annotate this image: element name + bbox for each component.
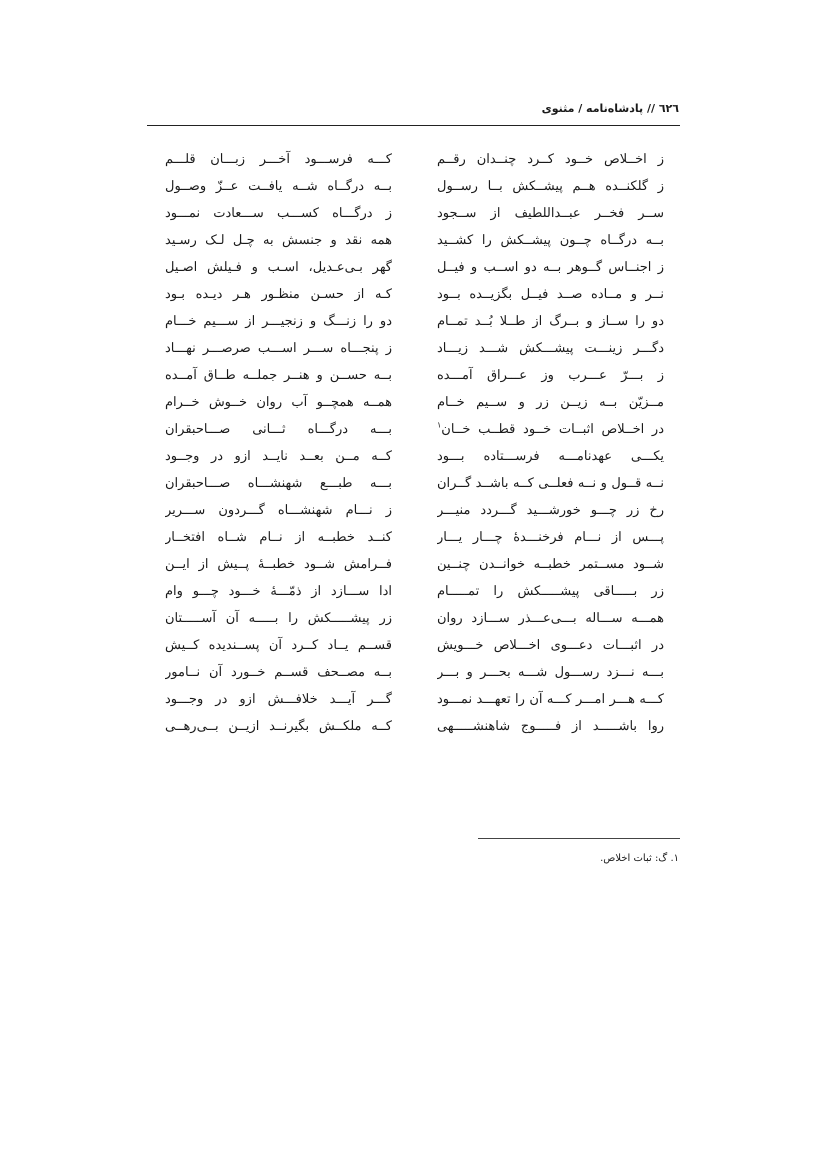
left-hemistich: همه نقد و جنسش به چـل لـک رسـید xyxy=(165,233,392,248)
couplet xyxy=(147,578,680,605)
couplet xyxy=(147,362,680,389)
couplet xyxy=(147,416,680,443)
couplet xyxy=(147,335,680,362)
right-hemistich: ز بـــرّ عـــرب وز عـــراق آمـــده xyxy=(437,368,664,383)
couplet xyxy=(147,200,680,227)
footnote: ١. گ: ثبات اخلاص. xyxy=(600,853,679,864)
right-hemistich: بــه درگــاه چــون پیشــکش را کشــید xyxy=(437,233,664,248)
couplet xyxy=(147,443,680,470)
right-hemistich: ز اجنــاس گــوهر بــه دو اســب و فیــل xyxy=(437,260,664,275)
right-hemistich: زر بـــــاقی پیشـــــکش را تمـــــام xyxy=(437,584,664,599)
couplet xyxy=(147,713,680,740)
left-hemistich: ادا ســـازد از ذمّـــهٔ خـــود چـــو وام xyxy=(165,584,392,599)
couplet xyxy=(147,254,680,281)
right-hemistich: مــزیّن بــه زیــن زر و ســیم خــام xyxy=(437,395,664,410)
couplet xyxy=(147,146,680,173)
right-hemistich: ز گلکنــده هــم پیشــکش بــا رســول xyxy=(437,179,664,194)
couplet xyxy=(147,470,680,497)
left-hemistich: کـه از حسـن منظـور هـر دیـده بـود xyxy=(165,287,392,302)
left-hemistich: بــه حســن و هنــر جملــه طــاق آمــده xyxy=(165,368,392,383)
right-hemistich: ســر فخــر عبــداللطیف از ســجود xyxy=(437,206,664,221)
right-hemistich: بـــه نـــزد رســـول شـــه بحـــر و بـــر xyxy=(437,665,664,680)
couplet xyxy=(147,524,680,551)
couplet xyxy=(147,686,680,713)
couplet xyxy=(147,281,680,308)
left-hemistich: کــه مــن بعــد نایــد ازو در وجــود xyxy=(165,449,392,464)
left-hemistich: ز درگـــاه کســـب ســـعادت نمـــود xyxy=(165,206,392,221)
right-hemistich xyxy=(437,416,664,443)
right-hemistich: ز اخــلاص خــود کــرد چنــدان رقــم xyxy=(437,152,664,167)
couplet xyxy=(147,173,680,200)
couplet xyxy=(147,308,680,335)
left-hemistich: قســم یــاد کــرد آن پســندیده کــیش xyxy=(165,638,392,653)
right-hemistich: دو را ســاز و بــرگ از طــلا بُــد تمــام xyxy=(437,314,664,329)
left-hemistich: بــه مصــحف قســم خــورد آن نــامور xyxy=(165,665,392,680)
right-hemistich: رخ زر چـــو خورشـــید گـــردد منیـــر xyxy=(437,503,664,518)
left-hemistich: دو را زنـــگ و زنجیـــر از ســـیم خـــام xyxy=(165,314,392,329)
couplet xyxy=(147,551,680,578)
right-hemistich: در اثبـــات دعـــوی اخـــلاص خـــویش xyxy=(437,638,664,653)
right-hemistich: شــود مســتمر خطبــه خوانــدن چنــین xyxy=(437,557,664,572)
right-hemistich: روا باشـــــد از فـــــوج شاهنشـــــهی xyxy=(437,719,664,734)
left-hemistich: گهر بـی‌عـدیل، اسـب و فـیلش اصـیل xyxy=(165,260,392,275)
right-hemistich: دگـــر زینـــت پیشـــکش شـــد زیـــاد xyxy=(437,341,664,356)
couplet xyxy=(147,659,680,686)
right-hemistich-text: در اخــلاص اثبــات خــود قطــب خــان xyxy=(441,422,664,437)
left-hemistich: کـــه فرســـود آخـــر زبـــان قلـــم xyxy=(165,152,392,167)
left-hemistich: کنــد خطبــه از نــام شــاه افتخــار xyxy=(165,530,392,545)
right-hemistich: پـــس از نـــام فرخنـــدهٔ چـــار یـــار xyxy=(437,530,664,545)
header-rule xyxy=(147,125,680,126)
left-hemistich: همــه همچــو آب روان خــوش خــرام xyxy=(165,395,392,410)
footnote-marker: ١ xyxy=(437,420,442,430)
left-hemistich: بـــه طبـــع شهنشـــاه صـــاحبقران xyxy=(165,476,392,491)
couplet xyxy=(147,227,680,254)
couplet xyxy=(147,632,680,659)
footnote-rule xyxy=(478,838,680,839)
left-hemistich: کــه ملکــش بگیرنــد ازیــن بــی‌رهــی xyxy=(165,719,392,734)
left-hemistich: ز پنجـــاه ســـر اســـب صرصـــر نهـــاد xyxy=(165,341,392,356)
right-hemistich: همـــه ســـاله بـــی‌عـــذر ســـازد روان xyxy=(437,611,664,626)
right-hemistich: یکـــی عهدنامـــه فرســـتاده بـــود xyxy=(437,449,664,464)
right-hemistich: نــه قــول و نــه فعلــی کــه باشــد گــران xyxy=(437,476,664,491)
left-hemistich: فــرامش شــود خطبــهٔ پــیش از ایــن xyxy=(165,557,392,572)
running-head: ٦٢٦ // پادشاه‌نامه / مثنوی xyxy=(541,102,679,115)
right-hemistich: کـــه هـــر امـــر کـــه آن را تعهـــد نمـــود xyxy=(437,692,664,707)
couplet xyxy=(147,605,680,632)
left-hemistich: ز نـــام شهنشـــاه گـــردون ســـریر xyxy=(165,503,392,518)
left-hemistich: گـــر آیـــد خلافـــش ازو در وجـــود xyxy=(165,692,392,707)
poem-body xyxy=(147,146,680,740)
couplet xyxy=(147,497,680,524)
left-hemistich: بــه درگــاه شــه یافــت عــزّ وصــول xyxy=(165,179,392,194)
left-hemistich: بـــه درگـــاه ثـــانی صـــاحبقران xyxy=(165,422,392,437)
couplet xyxy=(147,389,680,416)
left-hemistich: زر پیشـــــکش را بـــــه آن آســـــتان xyxy=(165,611,392,626)
right-hemistich: نــر و مــاده صــد فیــل بگزیــده بــود xyxy=(437,287,664,302)
